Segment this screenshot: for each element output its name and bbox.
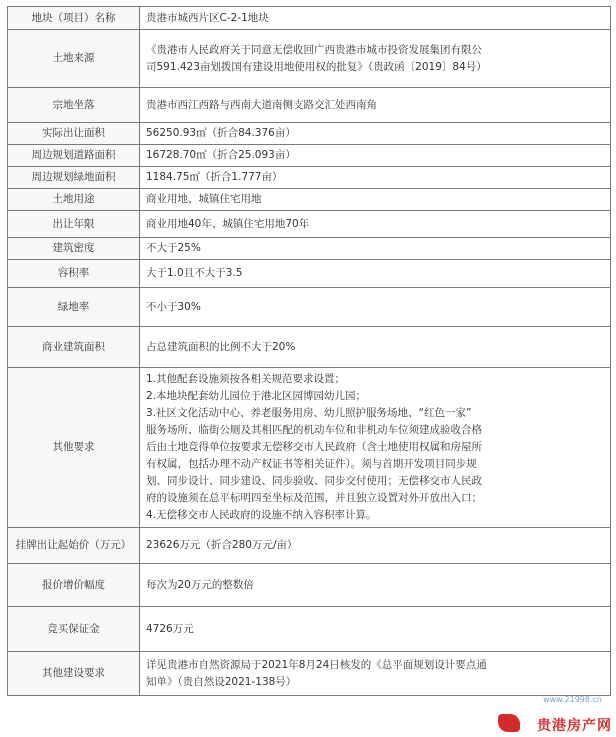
row-label: 商业建筑面积: [8, 327, 140, 368]
value-line: 知单》（贵自然设2021-138号）: [146, 675, 297, 688]
row-value: 4726万元: [140, 607, 611, 652]
table-row: [8, 260, 611, 288]
table-row: [8, 327, 611, 368]
table-row: [8, 123, 611, 145]
value-line: 服务场所、临街公厕及其相匹配的机动车位和非机动车位须建成验收合格: [146, 424, 482, 436]
row-label: 周边规划道路面积: [8, 145, 140, 167]
value-line: 2.本地块配套幼儿园位于港北区园博园幼儿园；: [146, 390, 367, 402]
table-row: [8, 564, 611, 607]
row-label: 出让年限: [8, 211, 140, 238]
row-label: 报价增价幅度: [8, 564, 140, 607]
table-row: [8, 288, 611, 327]
table-row: [8, 167, 611, 189]
table-row: [8, 189, 611, 211]
row-value: 商业用地、城镇住宅用地: [140, 189, 611, 211]
table-row: [8, 88, 611, 123]
value-line: 《贵港市人民政府关于同意无偿收回广西贵港市城市投资发展集团有限公: [146, 43, 482, 56]
row-label: 挂牌出让起始价（万元）: [8, 528, 140, 564]
row-value: 不小于30%: [140, 288, 611, 327]
table-row: [8, 607, 611, 652]
row-label: 土地用途: [8, 189, 140, 211]
row-value: [140, 652, 611, 696]
value-line: 4.无偿移交市人民政府的设施不纳入容积率计算。: [146, 509, 377, 521]
row-value: 商业用地40年、城镇住宅用地70年: [140, 211, 611, 238]
value-line: 司591.423亩划拨国有建设用地使用权的批复》（贵政函〔2019〕84号）: [146, 60, 487, 73]
value-line: 详见贵港市自然资源局于2021年8月24日核发的《总平面规划设计要点通: [146, 658, 487, 671]
row-label: 宗地坐落: [8, 88, 140, 123]
row-value: 16728.70㎡（折合25.093亩）: [140, 145, 611, 167]
row-label: 竞买保证金: [8, 607, 140, 652]
row-value: 每次为20万元的整数倍: [140, 564, 611, 607]
site-watermark: [492, 695, 612, 735]
watermark-url: www.21998.cn: [543, 695, 602, 704]
row-label: 容积率: [8, 260, 140, 288]
table-row: [8, 652, 611, 696]
row-label: 其他建设要求: [8, 652, 140, 696]
table-row: [8, 528, 611, 564]
row-value: 1184.75㎡（折合1.777亩）: [140, 167, 611, 189]
row-value: [140, 368, 611, 528]
row-label: 地块（项目）名称: [8, 7, 140, 30]
land-info-table: [7, 6, 611, 696]
row-value: 56250.93㎡（折合84.376亩）: [140, 123, 611, 145]
row-label: 其他要求: [8, 368, 140, 528]
watermark-logo-text: 贵港房产网: [537, 718, 612, 734]
row-label: 实际出让面积: [8, 123, 140, 145]
row-label: 土地来源: [8, 30, 140, 88]
value-line: 府的设施须在总平标明四至坐标及范围，并且独立设置对外开放出入口；: [146, 492, 482, 504]
value-line: 划、同步设计、同步建设、同步验收、同步交付使用；无偿移交市人民政: [146, 475, 482, 487]
table-row: [8, 368, 611, 528]
row-label: 周边规划绿地面积: [8, 167, 140, 189]
value-line: 1.其他配套设施须按各相关规范要求设置；: [146, 373, 346, 385]
table-row: [8, 238, 611, 260]
row-value: 大于1.0且不大于3.5: [140, 260, 611, 288]
table-row: [8, 145, 611, 167]
value-line: 3.社区文化活动中心、养老服务用房、幼儿照护服务场地、“红色一家”: [146, 407, 472, 419]
row-value: 占总建筑面积的比例不大于20%: [140, 327, 611, 368]
value-line: 后由土地竞得单位按要求无偿移交市人民政府（含土地使用权属和房屋所: [146, 441, 482, 453]
row-value: [140, 30, 611, 88]
row-value: 23626万元（折合280万元/亩）: [140, 528, 611, 564]
row-value: 贵港市城西片区C-2-1地块: [140, 7, 611, 30]
table-row: [8, 30, 611, 88]
row-label: 建筑密度: [8, 238, 140, 260]
house-logo-icon: [498, 714, 520, 732]
table-row: [8, 211, 611, 238]
row-value: 不大于25%: [140, 238, 611, 260]
value-line: 有权属，包括办理不动产权证书等相关证件）。须与首期开发项目同步规: [146, 458, 477, 470]
row-label: 绿地率: [8, 288, 140, 327]
table-row: [8, 7, 611, 30]
row-value: 贵港市西江西路与西南大道南侧支路交汇处西南角: [140, 88, 611, 123]
